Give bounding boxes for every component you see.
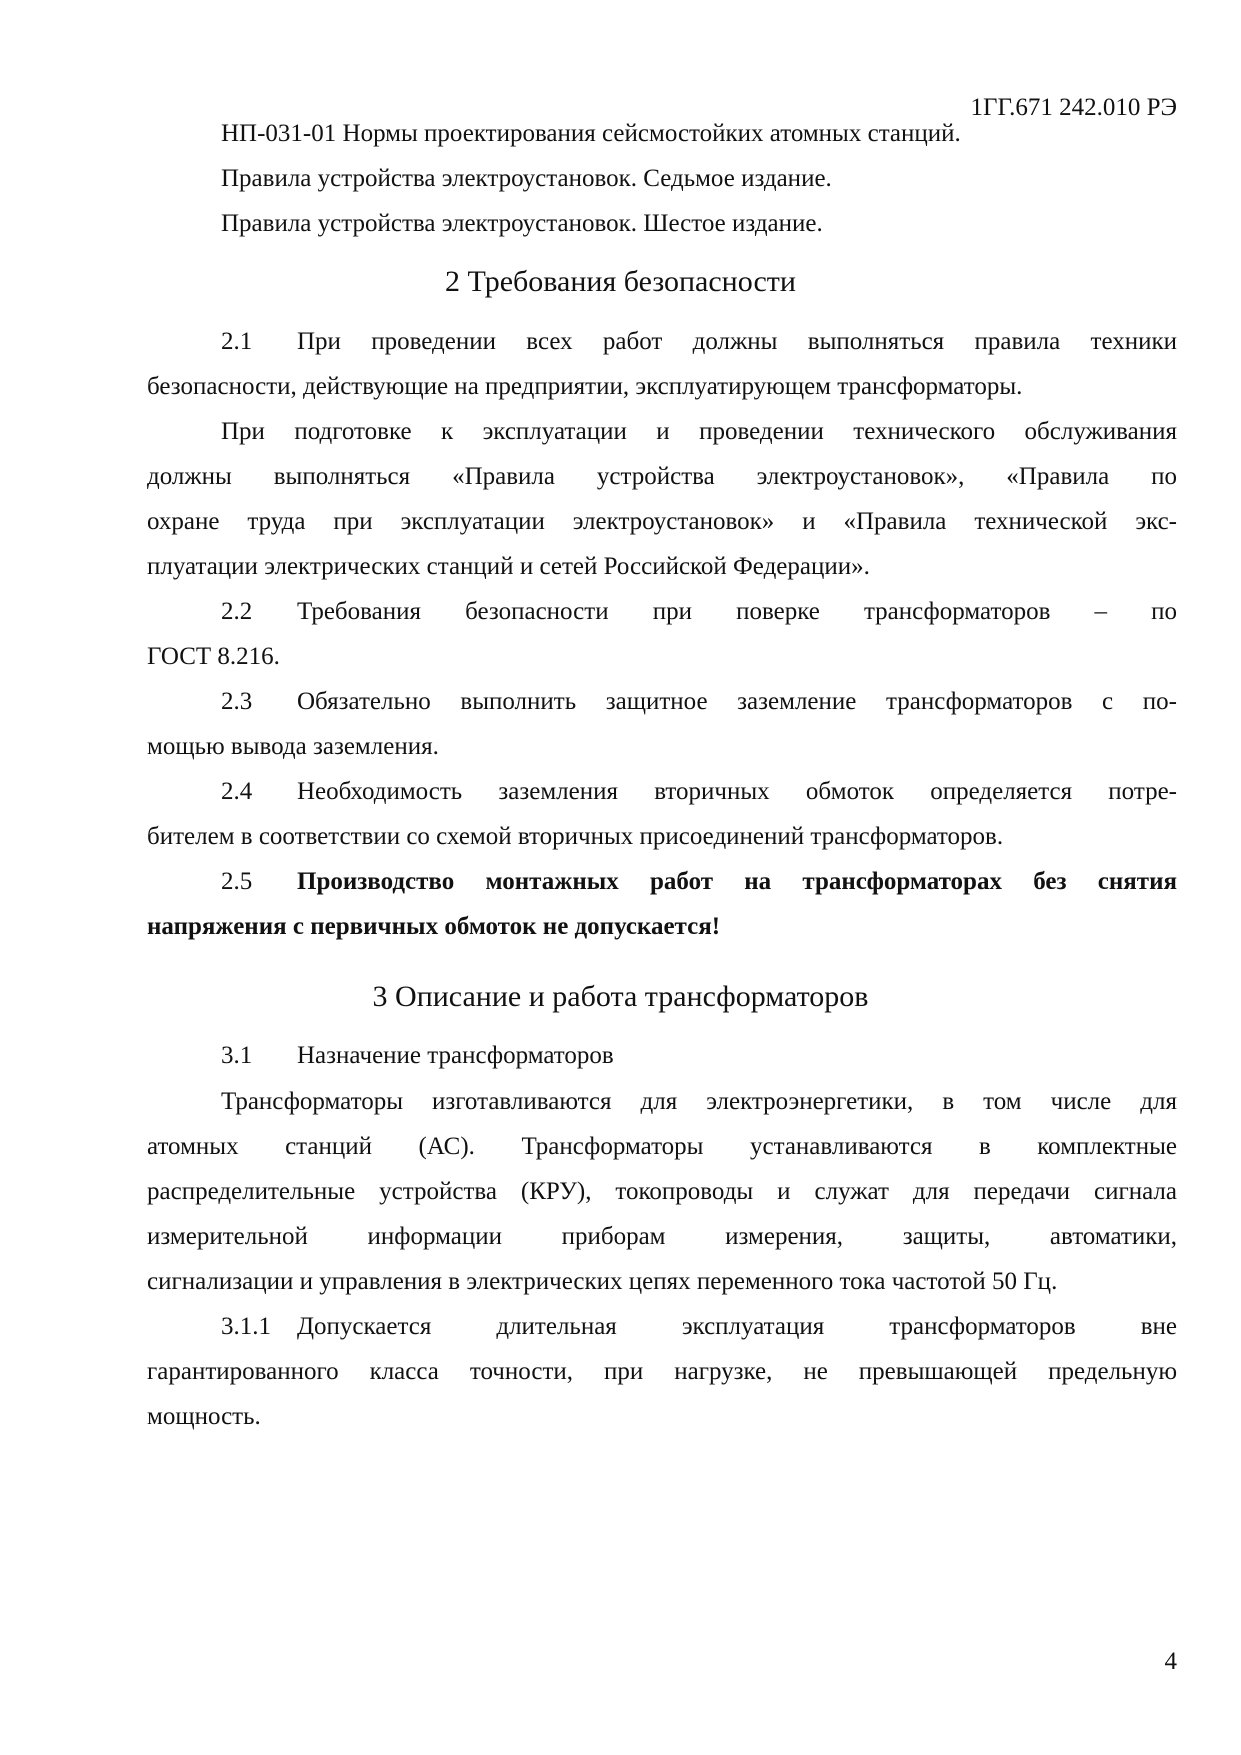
section-heading-2: 2 Требования безопасности	[445, 265, 796, 298]
warning-text: напряжения с первичных обмоток не допускается!	[147, 913, 721, 940]
page-number: 4	[1164, 1648, 1177, 1675]
paragraph-3-1-1-line: гарантированного класса точности, при нагрузке, не превышающей предельную	[147, 1358, 1177, 1385]
paragraph-purpose-line: измерительной информации приборам измерения, защиты, автоматики,	[147, 1223, 1177, 1250]
clause-text: Требования безопасности при поверке трансформаторов – по	[297, 598, 1177, 625]
document-code: 1ГГ.671 242.010 РЭ	[970, 94, 1177, 121]
clause-number: 2.2	[221, 598, 253, 625]
clause-text: Допускается длительная эксплуатация трансформаторов вне	[297, 1313, 1177, 1340]
clause-text: При проведении всех работ должны выполняться правила техники	[297, 328, 1177, 355]
clause-number: 3.1	[221, 1042, 253, 1069]
clause-number: 3.1.1	[221, 1313, 271, 1340]
paragraph-rules-line: должны выполняться «Правила устройства электроустановок», «Правила по	[147, 463, 1177, 490]
reference-item: Правила устройства электроустановок. Седьмое издание.	[221, 165, 832, 192]
paragraph-2-2-line: ГОСТ 8.216.	[147, 643, 280, 670]
reference-item: Правила устройства электроустановок. Шестое издание.	[221, 210, 823, 237]
subsection-heading-3-1	[221, 1041, 1177, 1071]
paragraph-purpose-line: сигнализации и управления в электрических цепях переменного тока частотой 50 Гц.	[147, 1268, 1058, 1295]
clause-text: Обязательно выполнить защитное заземление трансформаторов с по-	[297, 688, 1177, 715]
paragraph-2-4-line	[221, 777, 1177, 807]
clause-text: Назначение трансформаторов	[297, 1042, 614, 1069]
paragraph-rules-line: плуатации электрических станций и сетей Российской Федерации».	[147, 553, 870, 580]
paragraph-3-1-1-line: мощность.	[147, 1403, 261, 1430]
paragraph-2-3-line: мощью вывода заземления.	[147, 733, 439, 760]
clause-number: 2.1	[221, 328, 253, 355]
paragraph-purpose-line: атомных станций (АС). Трансформаторы устанавливаются в комплектные	[147, 1133, 1177, 1160]
paragraph-rules-line: охране труда при эксплуатации электроустановок» и «Правила технической экс-	[147, 508, 1177, 535]
paragraph-3-1-1-line	[221, 1312, 1177, 1342]
section-heading-3: 3 Описание и работа трансформаторов	[372, 980, 869, 1013]
paragraph-2-2-line	[221, 597, 1177, 627]
clause-number: 2.5	[221, 868, 253, 895]
clause-number: 2.3	[221, 688, 253, 715]
paragraph-2-5-line	[221, 867, 1177, 897]
clause-text: Необходимость заземления вторичных обмоток определяется потре-	[297, 778, 1177, 805]
clause-number: 2.4	[221, 778, 253, 805]
paragraph-purpose-line: распределительные устройства (КРУ), токопроводы и служат для передачи сигнала	[147, 1178, 1177, 1205]
reference-item: НП-031-01 Нормы проектирования сейсмостойких атомных станций.	[221, 120, 961, 147]
paragraph-2-1-line: безопасности, действующие на предприятии, эксплуатирующем трансформаторы.	[147, 373, 1023, 400]
paragraph-rules-line: При подготовке к эксплуатации и проведении технического обслуживания	[221, 418, 1177, 445]
paragraph-2-3-line	[221, 687, 1177, 717]
paragraph-2-4-line: бителем в соответствии со схемой вторичных присоединений трансформаторов.	[147, 823, 1004, 850]
warning-text: Производство монтажных работ на трансформаторах без снятия	[297, 868, 1177, 895]
paragraph-purpose-line: Трансформаторы изготавливаются для электроэнергетики, в том числе для	[221, 1088, 1177, 1115]
paragraph-2-1-line	[221, 327, 1177, 357]
